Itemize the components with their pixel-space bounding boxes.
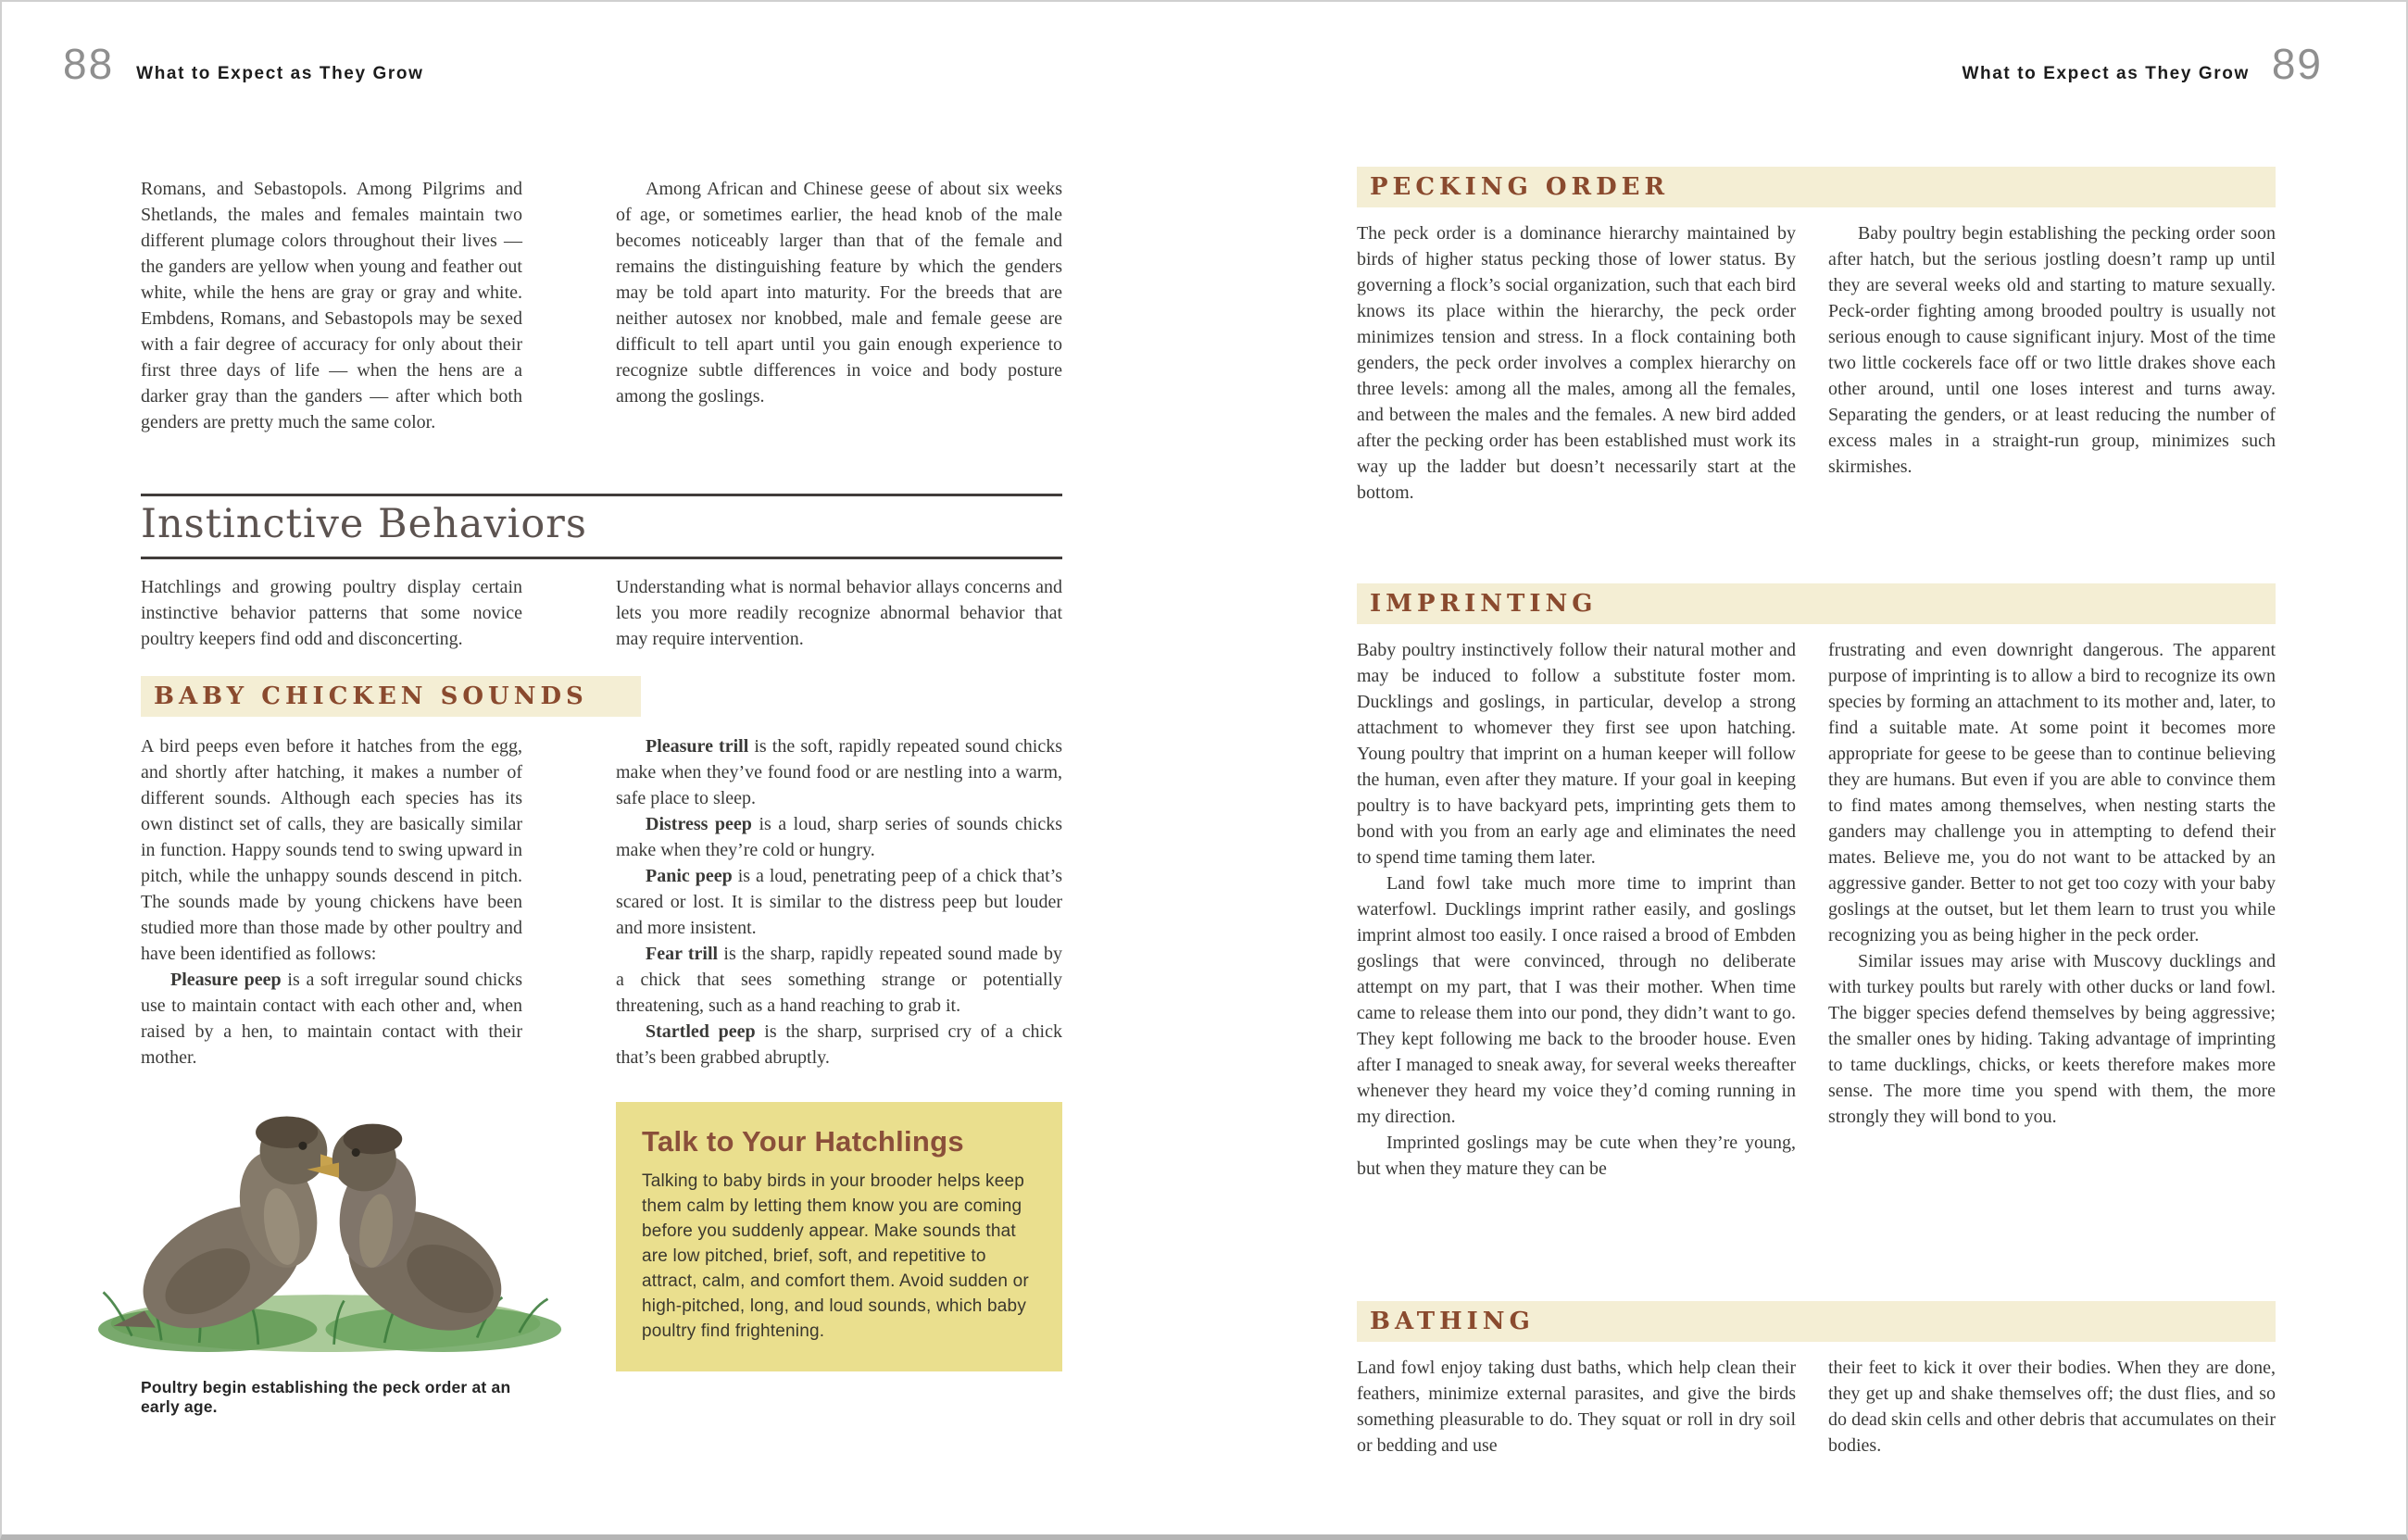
intro-column-2 (616, 574, 1062, 676)
section-heading-instinctive-behaviors: Instinctive Behaviors (141, 501, 587, 547)
carryover-column-2 (616, 176, 1062, 494)
pecking-order-column-2 (1828, 220, 2276, 583)
term-distress-peep: Distress peep (646, 814, 752, 835)
paragraph: Startled peep is the sharp, surprised cry of a chick that’s been grabbed abruptly. (616, 1021, 1062, 1069)
section-bar-bathing: BATHING (1357, 1301, 2276, 1342)
section-bar-imprinting: IMPRINTING (1357, 583, 2276, 624)
running-title-left: What to Expect as They Grow (136, 64, 424, 83)
paragraph: Fear trill is the sharp, rapidly repeated sound made by a chick that sees something strange or potentially threatening, such as a hand reaching to grab it. (616, 944, 1062, 1017)
paragraph: Land fowl take much more time to imprint than waterfowl. Ducklings imprint rather easily, and goslings imprint almost too easily. I once raised a brood of Embden goslings that were convinced, through no deliberate attempt on my part, that I was their mother. When time came to release them into our pond, they didn’t want to go. They kept following me back to the brooder house. Even after I managed to sneak away, for several weeks thereafter whenever they heard my voice they’d coming running in my direction. (1357, 873, 1797, 1127)
baby-sounds-column-1 (141, 733, 522, 1417)
paragraph: frustrating and even downright dangerous. The apparent purpose of imprinting is to allow a bird to recognize its own species by forming an attachment to its mother and, later, to find a suitable mate. At some point it becomes more appropriate for geese to be geese than to continue believing they are humans. But even if you are able to convince them to find mates among themselves, when nesting starts the ganders may challenge you in attempting to defend their mates. Believe me, you do not want to be attacked by an aggressive gander. Better to not get too cozy with your baby goslings at the outset, but let them learn to trust you while recognizing you as being higher in the peck order. (1828, 640, 2276, 945)
bathing-column-1 (1357, 1355, 1796, 1459)
paragraph: Among African and Chinese geese of about six weeks of age, or sometimes earlier, the head knob of the male becomes noticeably larger than that of the female and remains the distinguishing feature by which the genders may be told apart into maturity. For the breeds that are neither autosex nor knobbed, male and female geese are difficult to tell apart until you gain enough experience to recognize subtle differences in voice and body posture among the goslings. (616, 179, 1062, 407)
running-title-right: What to Expect as They Grow (1962, 64, 2250, 83)
term-pleasure-peep: Pleasure peep (170, 970, 282, 991)
paragraph: their feet to kick it over their bodies. When they are done, they get up and shake themselves off; the dust flies, and so do dead skin cells and other debris that accumulates on their bodies. (1828, 1358, 2276, 1456)
callout-talk-to-your-hatchlings (616, 1102, 1062, 1371)
term-fear-trill: Fear trill (646, 944, 719, 965)
intro-column-1 (141, 574, 522, 676)
paragraph: Pleasure trill is the soft, rapidly repeated sound chicks make when they’ve found food or are nestling into a warm, safe place to sleep. (616, 736, 1063, 809)
running-head-right (1962, 40, 2323, 88)
section-bar-pecking-order: PECKING ORDER (1357, 167, 2276, 207)
section-heading-rules (141, 494, 1062, 559)
illustration-caption: Poultry begin establishing the peck order at an early age. (141, 1378, 511, 1417)
paragraph: Pleasure peep is a soft irregular sound chicks use to maintain contact with each other and, when raised by a hen, to maintain contact with their mother. (141, 970, 522, 1069)
term-panic-peep: Panic peep (646, 866, 733, 887)
paragraph: A bird peeps even before it hatches from the egg, and shortly after hatching, it makes a number of different sounds. Although each species has its own distinct set of calls, they are basically similar in function. Happy sounds tend to swing upward in pitch, while the unhappy sounds descend in pitch. The sounds made by young chickens have been studied more than those made by other poultry and have been identified as follows: (141, 736, 522, 965)
paragraph: Understanding what is normal behavior allays concerns and lets you more readily recognize abnormal behavior that may require intervention. (616, 577, 1062, 650)
imprinting-column-1 (1357, 637, 1796, 1301)
callout-title: Talk to Your Hatchlings (642, 1125, 964, 1158)
paragraph: Romans, and Sebastopols. Among Pilgrims and Shetlands, the males and females maintain two different plumage colors throughout their lives — the ganders are yellow when young and feather out white, while the hens are gray or gray and white. Embdens, Romans, and Sebastopols may be sexed with a fair degree of accuracy for only about their first three days of life — when the hens are a darker gray than the ganders — after which both genders are pretty much the same color. (141, 179, 522, 432)
paragraph: Panic peep is a loud, penetrating peep of a chick that’s scared or lost. It is similar to the distress peep but louder and more insistent. (616, 866, 1062, 939)
paragraph: Hatchlings and growing poultry display certain instinctive behavior patterns that some novice poultry keepers find odd and disconcerting. (141, 577, 522, 650)
bathing-column-2 (1828, 1355, 2276, 1459)
term-pleasure-trill: Pleasure trill (646, 736, 749, 757)
paragraph: Baby poultry instinctively follow their natural mother and may be induced to follow a substitute foster mom. Ducklings and goslings, in particular, develop a strong attachment to whomever they first see upon hatching. Young poultry that imprint on a human keeper will follow the human, even after they mature. If your goal in keeping poultry is to have backyard pets, imprinting gets them to bond with you from an early age and eliminates the need to spend time taming them later. (1357, 640, 1796, 868)
bathing-columns (1357, 1342, 2276, 1459)
baby-sounds-column-2 (616, 733, 1062, 1417)
term-startled-peep: Startled peep (646, 1021, 756, 1043)
pecking-order-columns (1357, 207, 2276, 583)
page-88-content (141, 159, 1062, 1417)
ducklings-illustration (59, 1083, 592, 1361)
callout-body: Talking to baby birds in your brooder helps keep them calm by letting them know you are coming before you suddenly appear. Make sounds that are low pitched, brief, soft, and repetitive to attract, calm, and comfort them. Avoid sudden or high-pitched, long, and loud sounds, which baby poultry find frightening. (642, 1171, 1029, 1342)
carryover-columns (141, 159, 1062, 494)
paragraph: Similar issues may arise with Muscovy ducklings and with turkey poults but rarely with other ducks or land fowl. The bigger species defend themselves by being aggressive; the smaller ones by hiding. Taking advantage of imprinting to tame ducklings, chicks, or keets therefore makes more sense. The more time you spend with them, the more strongly they will bond to you. (1828, 951, 2276, 1127)
paragraph: Baby poultry begin establishing the pecking order soon after hatch, but the serious jostling doesn’t ramp up until they are several weeks old and starting to mature sexually. Peck-order fighting among brooded poultry is usually not serious enough to cause significant injury. Most of the time two little cockerels face off or two little drakes shove each other around, until one loses interest and turns away. Separating the genders, or at least reducing the number of excess males in a straight-run group, minimizes such skirmishes. (1828, 223, 2276, 477)
subsection-bar-baby-chicken-sounds: BABY CHICKEN SOUNDS (141, 676, 641, 717)
page-number-left: 88 (63, 40, 115, 88)
intro-columns (141, 559, 1062, 676)
paragraph: Distress peep is a loud, sharp series of sounds chicks make when they’re cold or hungry. (616, 814, 1062, 861)
page-89-content (1357, 159, 2276, 1459)
running-head-left (63, 40, 424, 88)
baby-sounds-columns (141, 717, 1062, 1417)
imprinting-columns (1357, 624, 2276, 1301)
paragraph: Land fowl enjoy taking dust baths, which help clean their feathers, minimize external parasites, and give the birds something pleasurable to do. They squat or roll in dry soil or bedding and use (1357, 1358, 1796, 1456)
page-number-right: 89 (2271, 40, 2323, 88)
pecking-order-column-1 (1357, 220, 1796, 583)
paragraph: Imprinted goslings may be cute when they’re young, but when they mature they can be (1357, 1133, 1796, 1179)
paragraph: The peck order is a dominance hierarchy maintained by birds of higher status pecking those of lower status. By governing a flock’s social organization, such that each bird knows its place within the hierarchy, the peck order minimizes tension and stress. In a flock containing both genders, the peck order involves a complex hierarchy on three levels: among all the males, among all the females, and between the males and the females. A new bird added after the pecking order has been established must work its way up the ladder but doesn’t necessarily start at the bottom. (1357, 223, 1796, 503)
carryover-column-1 (141, 176, 522, 494)
imprinting-column-2 (1828, 637, 2276, 1301)
